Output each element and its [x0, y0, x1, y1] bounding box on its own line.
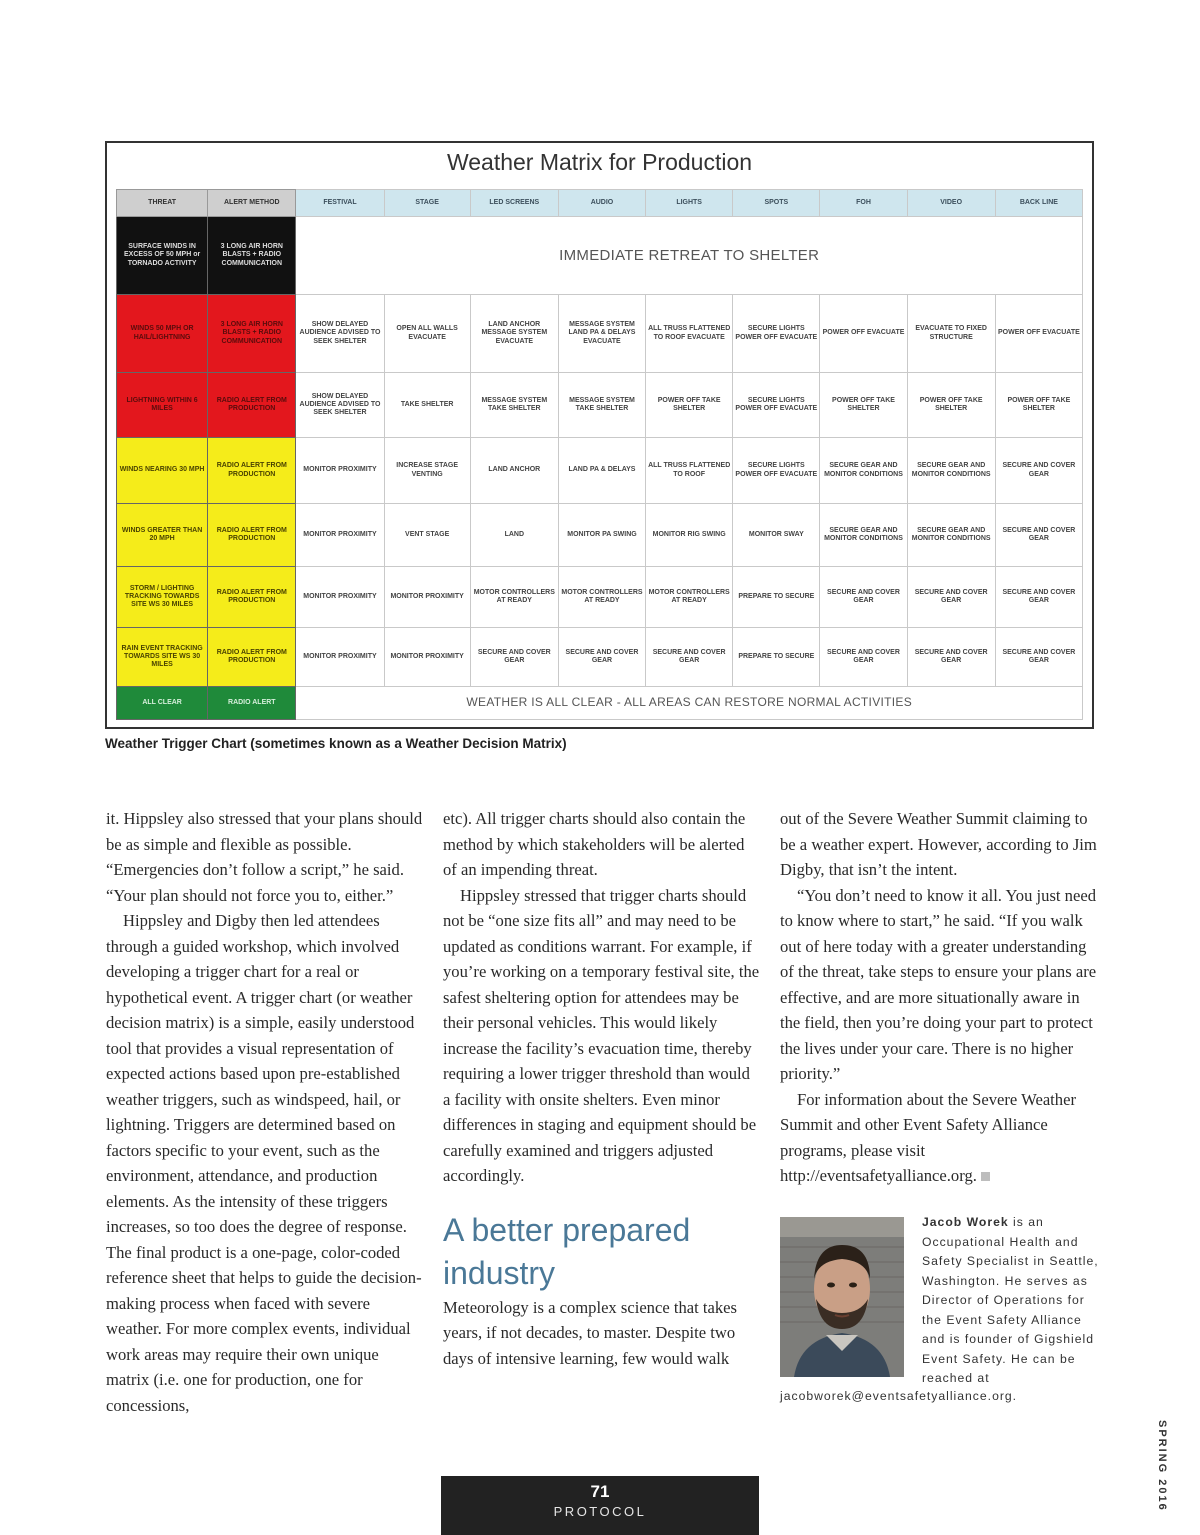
action-cell: SECURE LIGHTS POWER OFF EVACUATE [733, 438, 820, 504]
alert-cell: RADIO ALERT FROM PRODUCTION [208, 438, 296, 504]
action-cell: PREPARE TO SECURE [733, 628, 820, 687]
article-column-2 [443, 806, 761, 1371]
author-photo-illustration [780, 1217, 904, 1377]
matrix-row-storm-tracking [117, 567, 1083, 628]
publication-name: PROTOCOL [553, 1504, 647, 1519]
immediate-retreat-banner: IMMEDIATE RETREAT TO SHELTER [296, 217, 1083, 295]
paragraph-with-end-mark [780, 1087, 1098, 1189]
action-cell: SHOW DELAYED AUDIENCE ADVISED TO SEEK SHELTER [296, 295, 384, 373]
paragraph-text: For information about the Severe Weather Summit and other Event Safety Alliance programs, please visit http://eventsafetyalliance.org. [780, 1089, 1076, 1185]
action-cell: POWER OFF TAKE SHELTER [907, 373, 995, 438]
action-cell: OPEN ALL WALLS EVACUATE [384, 295, 470, 373]
alert-cell: RADIO ALERT [208, 687, 296, 720]
matrix-row-winds-30 [117, 438, 1083, 504]
header-audio: AUDIO [558, 190, 645, 217]
threat-cell: WINDS 50 MPH OR HAIL/LIGHTNING [117, 295, 208, 373]
header-festival: FESTIVAL [296, 190, 384, 217]
action-cell: ALL TRUSS FLATTENED TO ROOF [646, 438, 733, 504]
author-photo [780, 1217, 904, 1377]
action-cell: VENT STAGE [384, 504, 470, 567]
matrix-row-winds-20 [117, 504, 1083, 567]
matrix-row-rain-event [117, 628, 1083, 687]
action-cell: SECURE AND COVER GEAR [995, 567, 1082, 628]
action-cell: POWER OFF EVACUATE [820, 295, 907, 373]
action-cell: POWER OFF TAKE SHELTER [646, 373, 733, 438]
matrix-row-winds-50 [117, 295, 1083, 373]
action-cell: SECURE GEAR AND MONITOR CONDITIONS [907, 438, 995, 504]
action-cell: SECURE AND COVER GEAR [995, 628, 1082, 687]
article-column-3 [780, 806, 1098, 1189]
action-cell: SECURE AND COVER GEAR [907, 567, 995, 628]
weather-matrix-table [116, 189, 1083, 720]
author-email: jacobworek@eventsafetyalliance.org. [780, 1389, 1018, 1403]
action-cell: SECURE AND COVER GEAR [820, 628, 907, 687]
threat-cell: ALL CLEAR [117, 687, 208, 720]
matrix-row-all-clear [117, 687, 1083, 720]
figure-caption: Weather Trigger Chart (sometimes known as a Weather Decision Matrix) [105, 736, 567, 751]
action-cell: POWER OFF TAKE SHELTER [995, 373, 1082, 438]
action-cell: INCREASE STAGE VENTING [384, 438, 470, 504]
threat-cell: WINDS NEARING 30 MPH [117, 438, 208, 504]
matrix-row-lightning [117, 373, 1083, 438]
matrix-header-row [117, 190, 1083, 217]
alert-cell: RADIO ALERT FROM PRODUCTION [208, 373, 296, 438]
header-back-line: BACK LINE [995, 190, 1082, 217]
action-cell: LAND ANCHOR MESSAGE SYSTEM EVACUATE [470, 295, 558, 373]
alert-cell: RADIO ALERT FROM PRODUCTION [208, 504, 296, 567]
section-heading: A better prepared industry [443, 1211, 691, 1291]
action-cell: TAKE SHELTER [384, 373, 470, 438]
header-spots: SPOTS [733, 190, 820, 217]
action-cell: MONITOR SWAY [733, 504, 820, 567]
paragraph: “You don’t need to know it all. You just need to know where to start,” he said. “If you walk out of here today with a greater understanding of the threat, take steps to ensure your plans are effective, and are more situationally aware in the field, then you’re doing your part to protect the lives under your care. There is no higher priority.” [780, 885, 1097, 1083]
action-cell: LAND [470, 504, 558, 567]
paragraph: out of the Severe Weather Summit claiming to be a weather expert. However, according to Jim Digby, that isn’t the intent. [780, 809, 1097, 879]
action-cell: PREPARE TO SECURE [733, 567, 820, 628]
action-cell: SECURE LIGHTS POWER OFF EVACUATE [733, 373, 820, 438]
matrix-row-tornado [117, 217, 1083, 295]
action-cell: SECURE AND COVER GEAR [995, 438, 1082, 504]
header-stage: STAGE [384, 190, 470, 217]
action-cell: MONITOR PROXIMITY [296, 628, 384, 687]
paragraph: Hippsley stressed that trigger charts should not be “one size fits all” and may need to be updated as conditions warrant. For example, if you’re working on a temporary festival site, the safest sheltering option for attendees may be their personal vehicles. This would likely increase the facility’s evacuation time, thereby requiring a lower trigger threshold than would a facility with onsite shelters. Even minor differences in staging and equipment should be carefully examined and triggers adjusted accordingly. [443, 885, 760, 1185]
issue-label: SPRING 2016 [1156, 1420, 1168, 1512]
header-led-screens: LED SCREENS [470, 190, 558, 217]
author-name: Jacob Worek [922, 1215, 1009, 1229]
action-cell: POWER OFF EVACUATE [995, 295, 1082, 373]
action-cell: SECURE GEAR AND MONITOR CONDITIONS [820, 504, 907, 567]
alert-cell: 3 LONG AIR HORN BLASTS + RADIO COMMUNICATION [208, 217, 296, 295]
header-video: VIDEO [907, 190, 995, 217]
author-bio [922, 1213, 1100, 1389]
header-threat: THREAT [117, 190, 208, 217]
paragraph: etc). All trigger charts should also contain the method by which stakeholders will be alerted of an impending threat. [443, 809, 746, 879]
end-of-article-mark [981, 1172, 990, 1181]
action-cell: MONITOR PROXIMITY [384, 567, 470, 628]
issue-side-label [1150, 1420, 1168, 1512]
action-cell: EVACUATE TO FIXED STRUCTURE [907, 295, 995, 373]
threat-cell: RAIN EVENT TRACKING TOWARDS SITE WS 30 MILES [117, 628, 208, 687]
action-cell: MESSAGE SYSTEM LAND PA & DELAYS EVACUATE [558, 295, 645, 373]
action-cell: POWER OFF TAKE SHELTER [820, 373, 907, 438]
header-alert-method: ALERT METHOD [208, 190, 296, 217]
action-cell: SECURE GEAR AND MONITOR CONDITIONS [907, 504, 995, 567]
header-foh: FOH [820, 190, 907, 217]
article-column-1 [106, 806, 424, 1418]
action-cell: LAND ANCHOR [470, 438, 558, 504]
page-footer [441, 1476, 759, 1535]
paragraph: Meteorology is a complex science that takes years, if not decades, to master. Despite two days of intensive learning, few would walk [443, 1297, 737, 1368]
paragraph: Hippsley and Digby then led attendees through a guided workshop, which involved developing a trigger chart for a real or hypothetical event. A trigger chart (or weather decision matrix) is a simple, easily understood tool that provides a visual representation of expected actions based upon pre-established weather triggers, such as windspeed, hail, or lightning. Triggers are determined based on factors specific to your event, such as the environment, attendance, and production elements. As the intensity of these triggers increases, so too does the degree of response. The final product is a one-page, color-coded reference sheet that helps to guide the decision-making process when faced with severe weather. For more complex events, individual work areas may require their own unique matrix (i.e. one for production, one for concessions, [106, 911, 422, 1415]
action-cell: MONITOR PROXIMITY [296, 567, 384, 628]
action-cell: SECURE GEAR AND MONITOR CONDITIONS [820, 438, 907, 504]
action-cell: MONITOR PROXIMITY [296, 438, 384, 504]
action-cell: MOTOR CONTROLLERS AT READY [646, 567, 733, 628]
action-cell: MONITOR PROXIMITY [296, 504, 384, 567]
action-cell: SECURE LIGHTS POWER OFF EVACUATE [733, 295, 820, 373]
author-bio-text: is an Occupational Health and Safety Specialist in Seattle, Washington. He serves as Director of Operations for the Event Safety Alliance and is founder of Gigshield Event Safety. He can be reached at [922, 1215, 1099, 1385]
action-cell: ALL TRUSS FLATTENED TO ROOF EVACUATE [646, 295, 733, 373]
paragraph: it. Hippsley also stressed that your plans should be as simple and flexible as possible. “Emergencies don’t follow a script,” he said. “Your plan should not force you to, either.” [106, 809, 423, 905]
threat-cell: STORM / LIGHTING TRACKING TOWARDS SITE WS 30 MILES [117, 567, 208, 628]
action-cell: MESSAGE SYSTEM TAKE SHELTER [470, 373, 558, 438]
action-cell: SECURE AND COVER GEAR [820, 567, 907, 628]
header-lights: LIGHTS [646, 190, 733, 217]
threat-cell: WINDS GREATER THAN 20 MPH [117, 504, 208, 567]
alert-cell: 3 LONG AIR HORN BLASTS + RADIO COMMUNICATION [208, 295, 296, 373]
action-cell: SHOW DELAYED AUDIENCE ADVISED TO SEEK SHELTER [296, 373, 384, 438]
threat-cell: SURFACE WINDS IN EXCESS OF 50 MPH or TORNADO ACTIVITY [117, 217, 208, 295]
alert-cell: RADIO ALERT FROM PRODUCTION [208, 628, 296, 687]
alert-cell: RADIO ALERT FROM PRODUCTION [208, 567, 296, 628]
matrix-title: Weather Matrix for Production [446, 149, 753, 175]
action-cell: MOTOR CONTROLLERS AT READY [470, 567, 558, 628]
action-cell: SECURE AND COVER GEAR [646, 628, 733, 687]
action-cell: MONITOR PA SWING [558, 504, 645, 567]
threat-cell: LIGHTNING WITHIN 6 MILES [117, 373, 208, 438]
action-cell: SECURE AND COVER GEAR [995, 504, 1082, 567]
action-cell: SECURE AND COVER GEAR [558, 628, 645, 687]
action-cell: MOTOR CONTROLLERS AT READY [558, 567, 645, 628]
action-cell: MESSAGE SYSTEM TAKE SHELTER [558, 373, 645, 438]
all-clear-banner: WEATHER IS ALL CLEAR - ALL AREAS CAN RESTORE NORMAL ACTIVITIES [296, 687, 1083, 720]
page-number: 71 [590, 1482, 610, 1501]
action-cell: LAND PA & DELAYS [558, 438, 645, 504]
action-cell: MONITOR RIG SWING [646, 504, 733, 567]
weather-matrix-figure [105, 141, 1094, 729]
action-cell: SECURE AND COVER GEAR [470, 628, 558, 687]
action-cell: MONITOR PROXIMITY [384, 628, 470, 687]
action-cell: SECURE AND COVER GEAR [907, 628, 995, 687]
